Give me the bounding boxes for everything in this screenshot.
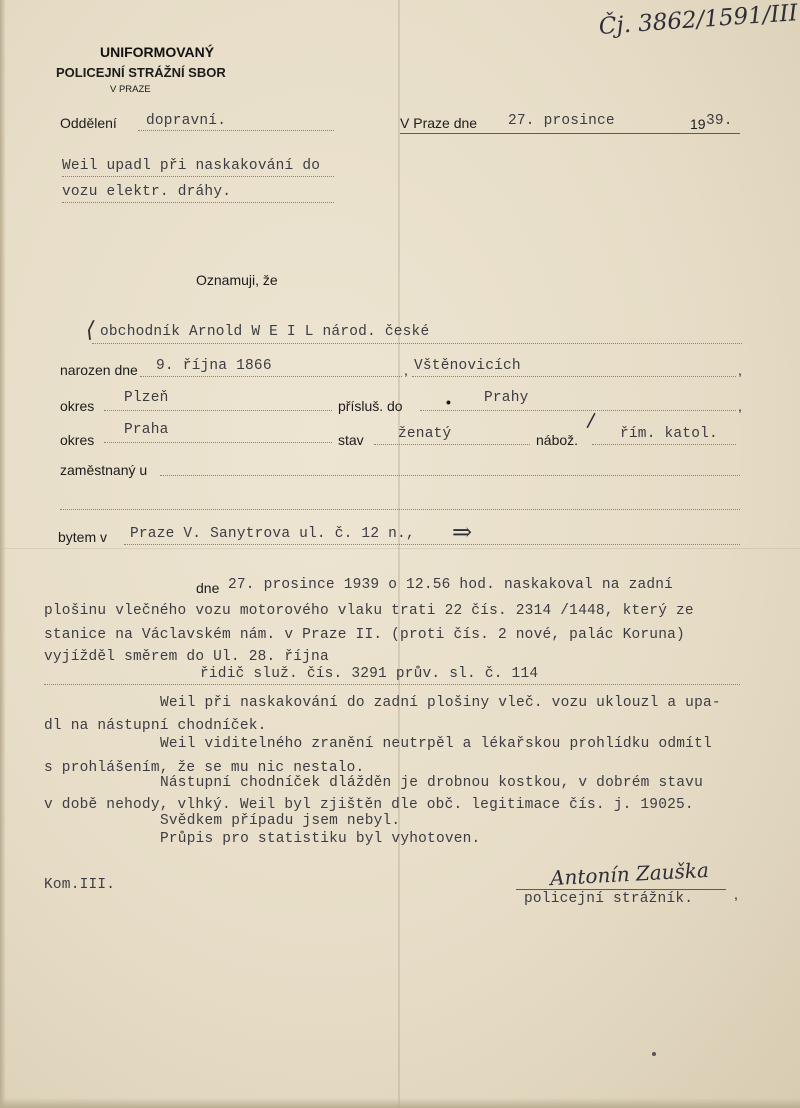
subject-line2: vozu elektr. dráhy. — [62, 184, 232, 200]
signer-title: policejní strážník. — [524, 891, 694, 907]
employed-dotline — [160, 475, 740, 476]
religion-value: řím. katol. — [620, 426, 718, 442]
district-res-label: okres — [60, 432, 95, 448]
year-value: 39. — [706, 113, 733, 129]
status-label: stav — [338, 432, 364, 448]
ink-speck — [652, 1052, 656, 1056]
paper-fold-horizontal — [0, 548, 800, 549]
date-underline — [400, 133, 740, 134]
district-res: Praha — [124, 422, 169, 438]
body-line5: řidič služ. čís. 3291 prův. sl. č. 114 — [200, 666, 539, 682]
person-name-line: obchodník Arnold W E I L národ. české — [100, 324, 430, 340]
paper-fold-vertical — [398, 0, 400, 1108]
para1-line2: dl na nástupní chodníček. — [44, 718, 267, 734]
district-birth-dotline — [104, 410, 332, 411]
subject-dotline2 — [62, 202, 334, 203]
org-line3: V PRAZE — [110, 84, 151, 95]
body-line1: 27. prosince 1939 o 12.56 hod. naskakoval na zadní — [228, 577, 674, 593]
bracket-mark: ⟨ — [86, 318, 95, 343]
district-birth-label: okres — [60, 398, 95, 414]
domicile-dotline — [420, 410, 736, 411]
born-date-dotline — [140, 376, 402, 377]
paper-edge-bottom — [0, 1098, 800, 1108]
domicile-bullet: • — [446, 394, 451, 410]
department-label: Oddělení — [60, 115, 117, 131]
residence-dotline — [124, 544, 740, 545]
district-res-dotline — [104, 442, 332, 443]
signature: Antonín Zauška — [549, 857, 710, 891]
body-line2: plošinu vlečného vozu motorového vlaku trati 22 čís. 2314 /1448, který ze — [44, 603, 694, 619]
date-value: 27. prosince — [508, 113, 615, 129]
domicile-label: přísluš. do — [338, 398, 403, 414]
status-dotline — [374, 444, 530, 445]
para4-line: Svědkem případu jsem nebyl. — [160, 813, 401, 829]
status-value: ženatý — [398, 426, 452, 442]
place-date-label: V Praze dne — [400, 115, 478, 131]
pen-tick-mark: \ — [581, 408, 602, 432]
kom-label: Kom.III. — [44, 877, 116, 893]
district-birth: Plzeň — [124, 390, 169, 406]
pen-arrow-mark: ⇒ — [452, 518, 473, 546]
announce-label: Oznamuji, že — [196, 272, 278, 288]
para3-line2: v době nehody, vlhký. Weil byl zjištěn dle obč. legitimace čís. j. 19025. — [44, 797, 694, 813]
domicile-value: Prahy — [484, 390, 529, 406]
department-value: dopravní. — [146, 113, 227, 129]
born-label: narozen dne — [60, 362, 138, 378]
para1-line1: Weil při naskakování do zadní plošiny vleč. vozu uklouzl a upa- — [160, 695, 721, 711]
employed-label: zaměstnaný u — [60, 462, 148, 478]
para2-line1: Weil viditelného zranění neutrpěl a lékařskou prohlídku odmítl — [160, 736, 712, 752]
residence-value: Praze V. Sanytrova ul. č. 12 n., — [130, 526, 415, 542]
born-end-comma: , — [738, 362, 742, 378]
name-dotline — [92, 343, 742, 344]
subject-dotline1 — [62, 176, 334, 177]
org-line1: UNIFORMOVANÝ — [100, 44, 215, 60]
body-dotline — [44, 684, 740, 685]
signature-comma: , — [734, 886, 738, 902]
subject-line1: Weil upadl při naskakování do — [62, 158, 321, 174]
signature-underline — [516, 889, 726, 890]
domicile-comma: , — [738, 398, 742, 414]
para2-line2: s prohlášením, že se mu nic nestalo. — [44, 760, 365, 776]
paper-edge-left — [0, 0, 6, 1108]
file-number: Čj. 3862/1591/III — [598, 0, 799, 40]
org-line2: POLICEJNÍ STRÁŽNÍ SBOR — [56, 65, 226, 80]
born-place: Vštěnovicích — [414, 358, 521, 374]
employed-dotline-2 — [60, 509, 740, 510]
residence-label: bytem v — [58, 529, 108, 545]
body-date-label: dne — [196, 580, 220, 596]
religion-label: nábož. — [536, 432, 579, 448]
born-place-dotline — [412, 376, 736, 377]
body-line4: vyjížděl směrem do Ul. 28. října — [44, 649, 329, 665]
body-line3: stanice na Václavském nám. v Praze II. (proti čís. 2 nové, palác Koruna) — [44, 627, 685, 643]
born-date: 9. října 1866 — [156, 358, 272, 374]
para3-line1: Nástupní chodníček dlážděn je drobnou kostkou, v dobrém stavu — [160, 775, 703, 791]
born-comma: , — [404, 362, 408, 378]
department-dotline — [138, 130, 334, 131]
para5-line: Průpis pro statistiku byl vyhotoven. — [160, 831, 481, 847]
year-prefix: 19 — [690, 116, 706, 132]
religion-dotline — [592, 444, 736, 445]
